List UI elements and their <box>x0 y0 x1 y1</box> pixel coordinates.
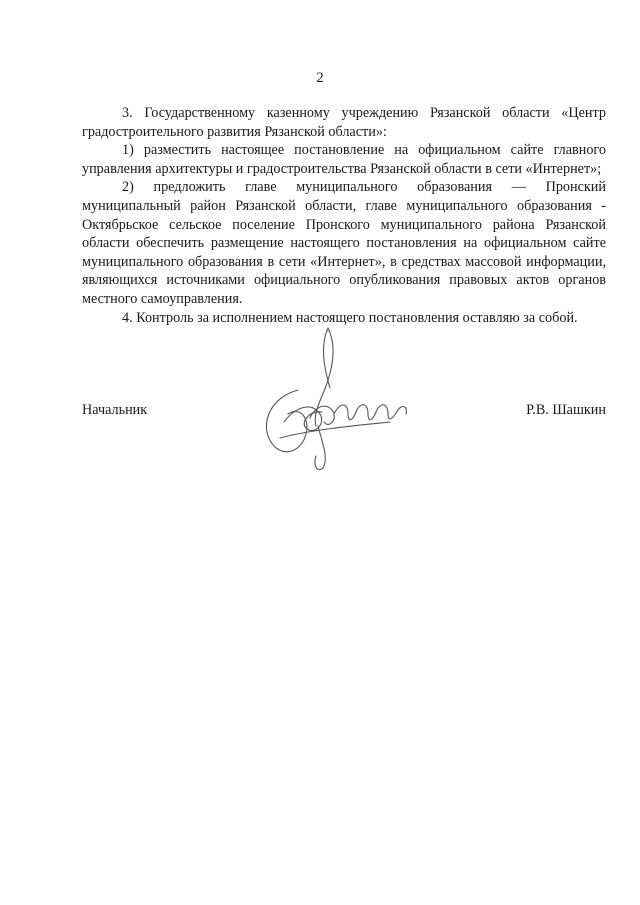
paragraph-subitem-1: 1) разместить настоящее постановление на официальном сайте главного управления архитектуры и градостроительства Рязанской области в сети «Интернет»; <box>82 142 606 177</box>
document-body <box>82 104 606 327</box>
signatory-name: Р.В. Шашкин <box>526 402 606 418</box>
paragraph-item-3: 3. Государственному казенному учреждению Рязанской области «Центр градостроительного развития Рязанской области»: <box>82 105 606 140</box>
signatory-title: Начальник <box>82 402 148 418</box>
page-number: 2 <box>316 70 324 86</box>
paragraph-subitem-2: 2) предложить главе муниципального образования — Пронский муниципальный район Рязанской области, главе муниципального образования - Октябрьское сельское поселение Пронского муниципального района Рязанской области обеспечить размещение настоящего постановления на официальном сайте муниципального образования в сети «Интернет», в средствах массовой информации, являющихся источниками официального опубликования правовых актов органов местного самоуправления. <box>82 179 606 307</box>
handwritten-signature <box>240 318 420 478</box>
paragraph-item-4: 4. Контроль за исполнением настоящего постановления оставляю за собой. <box>122 309 578 326</box>
signature-block <box>82 402 606 422</box>
